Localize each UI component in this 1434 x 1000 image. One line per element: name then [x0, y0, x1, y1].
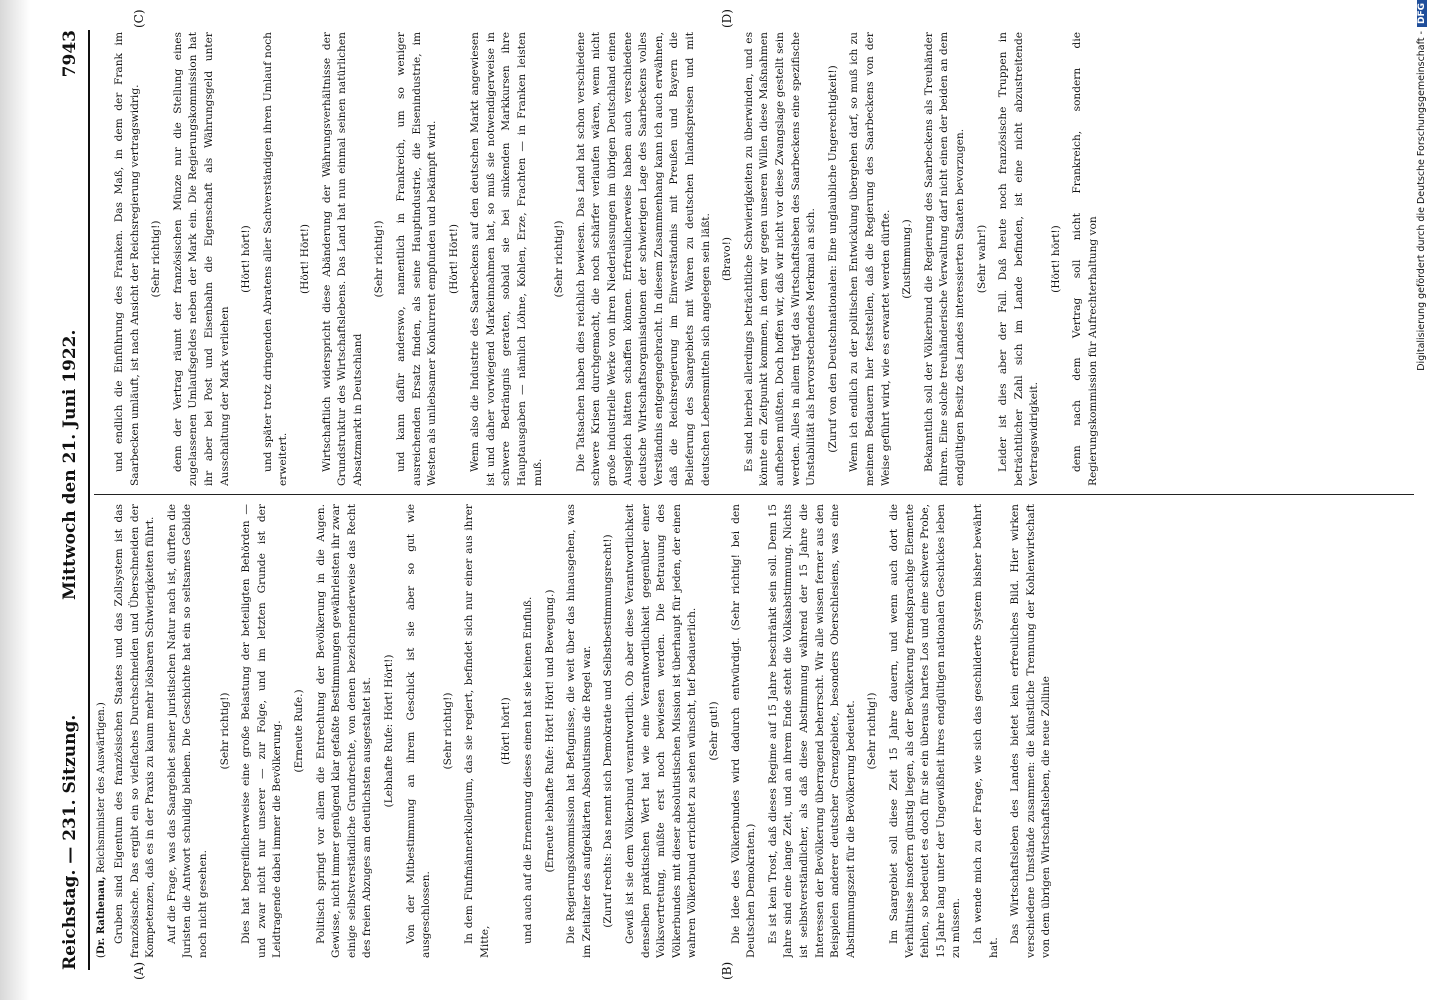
paragraph: denn nach dem Vertrag soll nicht Frankreich, sondern die Regierungskommission für Aufrechterhaltung von — [1071, 32, 1100, 486]
interjection: (Bravo!) — [721, 236, 734, 282]
interjection: (Hört! hört!) — [1049, 225, 1062, 293]
interjection: (Lebhafte Rufe: Hört! Hört!) — [382, 654, 395, 808]
paragraph: Wenn ich endlich zu der politischen Entwicklung übergehen darf, so muß ich zu meinem Bedauern hier feststellen, daß die Regierung des Saarbeckens von der Weise geführt wird, wie es erwartet werden dürfte. — [848, 32, 892, 486]
paragraph: Auf die Frage, was das Saargebiet seiner juristischen Natur nach ist, dürften die Juristen die Antwort schuldig bleiben. Die Geschichte hat ein so seltsames Gebilde noch nicht gesehen. — [165, 504, 209, 958]
interjection: (Sehr richtig!) — [373, 220, 386, 298]
speaker-note: (Dr. Rathenau, Reichsminister des Auswärtigen.) — [96, 702, 107, 958]
speaker-name: Dr. Rathenau, — [96, 876, 107, 955]
interjection: (Erneute lebhafte Rufe: Hört! Hört! und Bewegung.) — [543, 589, 556, 873]
margin-marker-a: (A) — [132, 961, 146, 980]
paragraph: Wenn also die Industrie des Saarbeckens auf den deutschen Markt angewiesen ist und daher vorwiegend Markeinnahmen hat, so muß sie notwendigerweise in schwere Bedrängnis geraten, sobald sie bei sinkenden Markkursen ihre Hauptausgaben — nämlich Löhne, Kohlen, Erze, Frachten — in Franken leisten muß. — [469, 32, 544, 486]
paragraph: Die Tatsachen haben dies reichlich bewiesen. Das Land hat schon verschiedene schwere Krisen durchgemacht, die noch schärfer verlaufen wären, wenn nicht große industrielle Werke von ihren Niederlassungen im übrigen Deutschland einen Ausgleich hätten schaffen können. Erfreulicherweise haben auch verschiedene deutsche Wirtschaftsorganisationen der schwierigen Lage des Saarbeckens volles Verständnis entgegengebracht. In diesem Zusammenhang kann ich auch erwähnen, daß die Reichsregierung im Einverständnis mit Preußen und Bayern die Belieferung des Saargebiets mit Waren zu deutschen Inlandspreisen und mit deutschen Lebensmitteln sich angelegen sein läßt. — [574, 32, 712, 486]
paragraph: und kann dafür anderswo, namentlich in Frankreich, um so weniger ausreichenden Ersatz finden, als seine Hauptindustrie, die Eisenindustrie, im Westen als unliebsamer Konkurrent empfunden und bekämpft wird. — [394, 32, 439, 486]
margin-marker-d: (D) — [720, 9, 734, 28]
interjection: (Sehr richtig!) — [218, 692, 231, 770]
interjection: (Zuruf rechts: Das nennt sich Demokratie und Selbstbestimmungsrecht!) — [602, 534, 615, 928]
paragraph: Gruben sind Eigentum des französischen Staates und das Zollsystem ist das französische. Das ergibt ein so vielfaches Durchschneiden und Überschneiden der Kompetenzen, daß es in der Praxis zu kaum mehr lösbaren Schwierigkeiten führt. — [113, 504, 157, 958]
page-header — [60, 30, 86, 970]
speaker-role: Reichsminister des Auswärtigen. — [96, 706, 107, 874]
paragraph: Es ist kein Trost, daß dieses Regime auf 15 Jahre beschränkt sein soll. Denn 15 Jahre sind eine lange Zeit, und an ihrem Ende steht die Volksabstimmung. Nichts ist selbstverständlicher, als daß diese Abstimmung während der 15 Jahre die Interessen der Bevölkerung überragend beherrscht. Wir alle wissen ferner aus den Beispielen anderer deutscher Grenzgebiete, besonders Oberschlesiens, was eine Abstimmungszeit für die Bevölkerung bedeutet. — [766, 504, 857, 958]
paragraph: Die Regierungskommission hat Befugnisse, die weit über das hinausgehen, was im Zeitalter des aufgeklärten Absolutismus die Regel war. — [565, 504, 593, 958]
interjection: (Erneute Rufe.) — [292, 689, 305, 773]
interjection: (Sehr richtig!) — [441, 692, 454, 770]
paragraph: Die Idee des Völkerbundes wird dadurch entwürdigt. (Sehr richtig! bei den Deutschen Demokraten.) — [729, 504, 758, 958]
interjection: (Hört! hört!) — [500, 697, 513, 765]
interjection: (Zuruf von den Deutschnationalen: Eine unglaubliche Ungerechtigkeit!) — [826, 65, 839, 453]
paragraph: Es sind hierbei allerdings beträchtliche Schwierigkeiten zu überwinden, und es könnte ein Zeitpunkt kommen, in dem wir gegen unseren Willen diese Maßnahmen aufheben müßten. Doch hoffen wir, daß wir nicht vor diese Zwangslage gestellt sein werden. Alles in allem trägt das Wirtschaftsleben des Saarbeckens eine spezifische Unstabilität als hervorstechendes Merkmal an sich. — [742, 32, 818, 486]
margin-marker-b: (B) — [720, 961, 734, 980]
interjection: (Sehr richtig!) — [150, 220, 163, 298]
paragraph: und später trotz dringenden Abratens aller Sachverständigen ihren Umlauf noch erweitert. — [261, 32, 290, 486]
paragraph: denn der Vertrag räumt der französischen Münze nur die Stellung eines zugelassenen Umlaufsgeldes neben der Mark ein. Die Regierungskommission hat ihr aber bei Post und Eisenbahn die Eigenschaft als Währungsgeld unter Ausschaltung der Mark verliehen — [171, 32, 231, 486]
interjection: (Zustimmung.) — [901, 219, 914, 299]
paragraph: und endlich die Einführung des Franken. Das Maß, in dem der Frank im Saarbecken umläuft, ist nach Ansicht der Reichsregierung vertragswidrig. — [113, 32, 141, 486]
header-rule — [88, 30, 90, 970]
margin-marker-c: (C) — [132, 9, 146, 28]
interjection: (Hört! hört!) — [240, 225, 253, 293]
interjection: (Sehr gut!) — [708, 701, 720, 761]
paragraph: Im Saargebiet soll diese Zeit 15 Jahre dauern, und wenn auch dort die Verhältnisse insofern günstig liegen, als der Bevölkerung fremdsprachige Elemente fehlen, so bedeutet es doch für sie ein überaus hartes Los und eine schwere Probe, 15 Jahre lang unter der Ungewißheit ihres endgültigen nationalen Geschickes leben zu müssen. — [887, 504, 963, 958]
paragraph: Wirtschaftlich widerspricht diese Abänderung der Währungsverhältnisse der Grundstruktur des Wirtschaftslebens. Das Land hat nun einmal seinen natürlichen Absatzmarkt in Deutschland — [320, 32, 364, 486]
left-column — [112, 504, 1412, 958]
paragraph: Gewiß ist sie dem Völkerbund verantwortlich. Ob aber diese Verantwortlichkeit denselben praktischen Wert hat wie eine Verantwortlichkeit gegenüber einer Volksvertretung, müßte erst noch bewiesen werden. Die Betrauung des Völkerbundes mit dieser absolutistischen Mission ist überhaupt für jeden, der einen wahren Völkerbund errichtet zu sehen wünscht, tief bedauerlich. — [624, 504, 699, 958]
paragraph: In dem Fünfmännerkollegium, das sie regiert, befindet sich nur einer aus ihrer Mitte, — [463, 504, 491, 958]
paragraph: Ich wende mich zu der Frage, wie sich das geschilderte System bisher bewährt hat. — [971, 504, 1000, 958]
right-column — [112, 32, 1412, 486]
scan-edge — [0, 0, 30, 1000]
credit-text: Digitalisierung gefördert durch die Deutsche Forschungsgemeinschaft - — [1416, 31, 1427, 371]
paragraph: Dies hat begreiflicherweise eine große Belastung der beteiligten Behörden — und zwar nicht nur unserer — zur Folge, und im letzten Grunde ist der Leidtragende dabei immer die Bevölkerung. — [240, 504, 284, 958]
paragraph: Bekanntlich soll der Völkerbund die Regierung des Saarbeckens als Treuhänder führen. Eine solche treuhänderische Verwaltung darf nicht einen der beiden an dem endgültigen Besitz des Landes interessierten Staaten bevorzugen. — [922, 32, 966, 486]
interjection: (Sehr richtig!) — [553, 220, 566, 298]
digitization-credit — [1416, 0, 1430, 1000]
interjection: (Hört! Hört!) — [447, 223, 460, 295]
interjection: (Sehr richtig!) — [866, 692, 879, 770]
column-divider — [94, 494, 1414, 495]
paragraph: Von der Mitbestimmung an ihrem Geschick ist sie aber so gut wie ausgeschlossen. — [404, 504, 433, 958]
header-date: Mittwoch den 21. Juni 1922. — [60, 329, 80, 600]
interjection: (Sehr wahr!) — [975, 224, 988, 294]
paragraph: und auch auf die Ernennung dieses einen hat sie keinen Einfluß. — [522, 596, 535, 944]
header-session: Reichstag. — 231. Sitzung. — [60, 714, 80, 970]
dfg-logo: DFG — [1417, 0, 1427, 27]
paragraph: Politisch springt vor allem die Entrechtung der Bevölkerung in die Augen. Gewisse, nicht immer genügend klar gefaßte Bestimmungen gewährleisten ihr zwar einige selbstverständliche Grundrechte, von denen bezeichnenderweise das Recht des freien Abzuges am deutlichsten ausgestaltet ist. — [314, 504, 374, 958]
paragraph: Das Wirtschaftsleben des Landes bietet kein erfreuliches Bild. Hier wirken verschiedene Umstände zusammen: die künstliche Trennung der Kohlenwirtschaft von dem übrigen Wirtschaftsleben, die neue Zollinie — [1009, 504, 1053, 958]
paragraph: Leider ist dies aber der Fall. Daß heute noch französische Truppen in beträchtlicher Zahl sich im Lande befinden, ist eine nicht abzustreitende Vertragswidrigkeit. — [997, 32, 1041, 486]
interjection: (Hört! Hört!) — [298, 223, 311, 295]
header-page-number: 7943 — [60, 30, 80, 78]
